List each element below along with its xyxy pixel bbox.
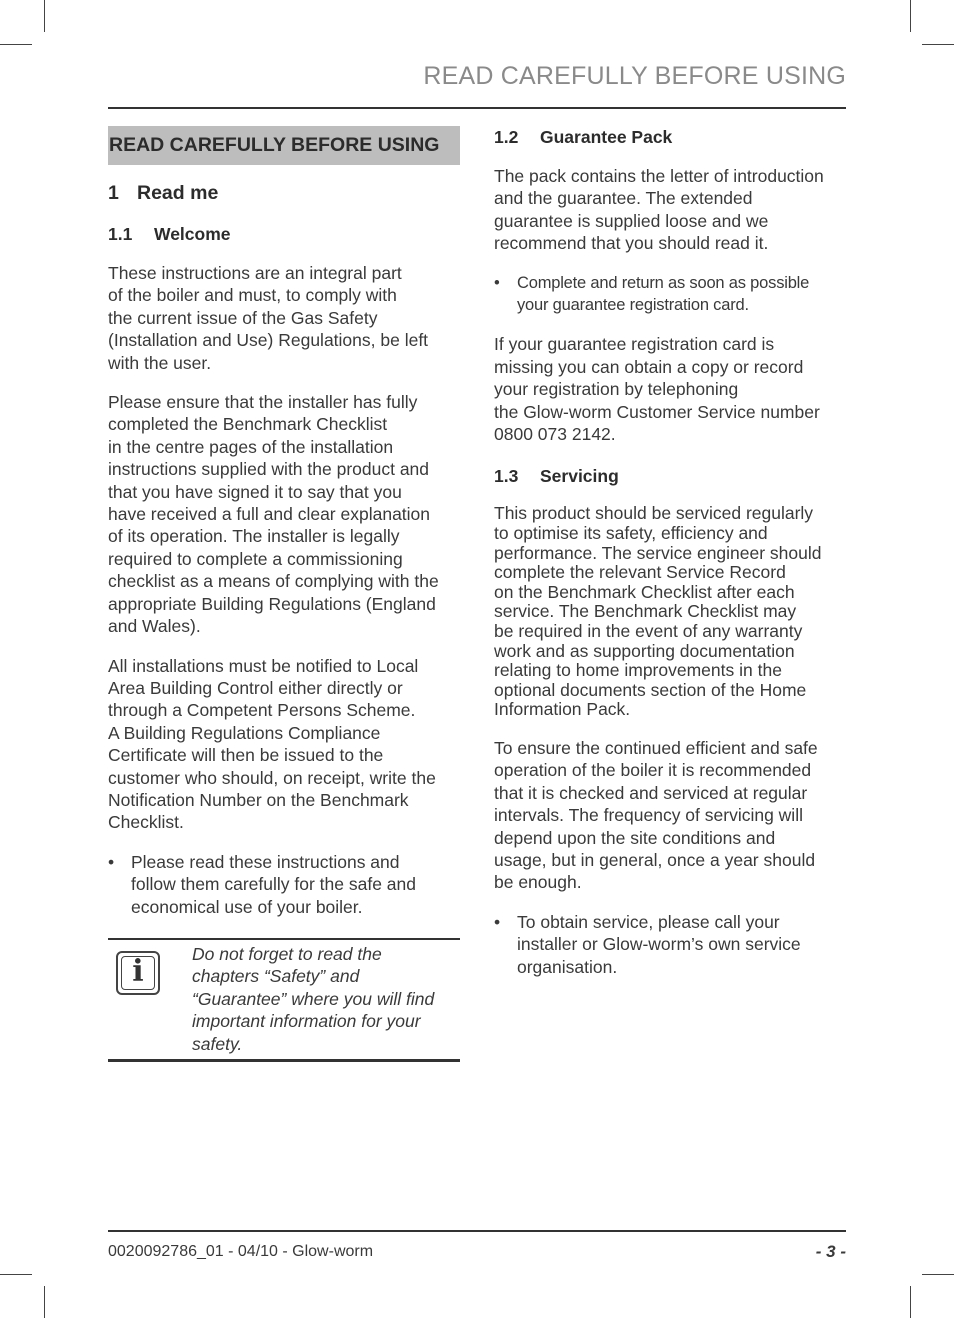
heading-text: Read me	[137, 182, 219, 204]
footer-rule	[108, 1230, 846, 1232]
heading-servicing	[494, 465, 854, 487]
servicing-paragraph-1: This product should be serviced regularly to optimise its safety, efficiency and performance. The service engineer should complete the relevant Service Record on the Benchmark Checklist after each service. The Benchmark Checklist may be required in the event of any warranty work and as supporting documentation relating to home improvements in the optional documents section of the Home Information Pack.	[494, 503, 822, 720]
section-banner: READ CAREFULLY BEFORE USING	[108, 126, 460, 165]
welcome-paragraph-3: All installations must be notified to Local Area Building Control either directly or through a Competent Persons Scheme. A Building Regulations Compliance Certificate will then be issued to the customer who should, on receipt, write the Notification Number on the Benchmark Checklist.	[108, 655, 436, 833]
servicing-paragraph-2: To ensure the continued efficient and safe operation of the boiler it is recommended that it is checked and serviced at regular intervals. The frequency of servicing will depend upon the site conditions and usage, but in general, once a year should be enough.	[494, 738, 818, 893]
crop-mark-bottom-right-h	[922, 1274, 954, 1275]
welcome-paragraph-1: These instructions are an integral part of the boiler and must, to comply with the current issue of the Gas Safety (Installation and Use) Regulations, be left with the user.	[108, 263, 429, 373]
heading-text: Guarantee Pack	[540, 127, 673, 147]
note-text: Do not forget to read the chapters “Safety” and “Guarantee” where you will find important information for your safety.	[192, 943, 435, 1054]
bullet-glyph: •	[108, 851, 115, 872]
crop-mark-top-right-h	[922, 44, 954, 45]
heading-guarantee-pack	[494, 126, 854, 148]
left-column	[108, 126, 460, 1062]
heading-number: 1.2	[494, 127, 519, 147]
crop-mark-bottom-right-v	[910, 1286, 911, 1318]
crop-mark-top-left-h	[0, 44, 32, 45]
bullet-text: Please read these instructions and follow them carefully for the safe and economical use of your boiler.	[131, 851, 417, 917]
bullet-glyph: •	[494, 911, 501, 932]
heading-number: 1	[108, 182, 119, 204]
crop-mark-top-right-v	[910, 0, 911, 32]
header-rule	[108, 107, 846, 109]
crop-mark-top-left-v	[44, 0, 45, 32]
bullet-text: Complete and return as soon as possible your guarantee registration card.	[517, 273, 810, 315]
running-header-title: READ CAREFULLY BEFORE USING	[423, 62, 846, 90]
welcome-paragraph-2: Please ensure that the installer has fully completed the Benchmark Checklist in the centre pages of the installation instructions supplied with the product and that you have signed it to say that you have received a full and clear explanation of its operation. The installer is legally required to complete a commissioning checklist as a means of complying with the appropriate Building Regulations (England and Wales).	[108, 392, 439, 637]
crop-mark-bottom-left-v	[44, 1286, 45, 1318]
heading-read-me	[108, 181, 460, 205]
bullet-item	[108, 851, 460, 918]
bullet-text: To obtain service, please call your installer or Glow-worm’s own service organisation.	[517, 911, 801, 977]
footer-doc-reference: 0020092786_01 - 04/10 - Glow-worm	[108, 1243, 374, 1260]
info-icon: i	[116, 951, 160, 995]
heading-welcome	[108, 223, 460, 245]
heading-text: Servicing	[540, 466, 619, 487]
right-column	[494, 126, 854, 978]
bullet-item	[494, 911, 854, 978]
heading-text: Welcome	[154, 224, 231, 244]
guarantee-paragraph-2: If your guarantee registration card is missing you can obtain a copy or record your registration by telephoning the Glow-worm Customer Service number 0800 073 2142.	[494, 334, 820, 445]
info-note	[108, 938, 460, 1062]
crop-mark-bottom-left-h	[0, 1274, 32, 1275]
guarantee-paragraph-1: The pack contains the letter of introduction and the guarantee. The extended guarantee is supplied loose and we recommend that you should read it.	[494, 166, 824, 254]
heading-number: 1.3	[494, 466, 519, 487]
heading-number: 1.1	[108, 224, 133, 244]
bullet-glyph: •	[494, 273, 500, 292]
page-number: - 3 -	[815, 1242, 846, 1261]
bullet-item	[494, 272, 854, 317]
